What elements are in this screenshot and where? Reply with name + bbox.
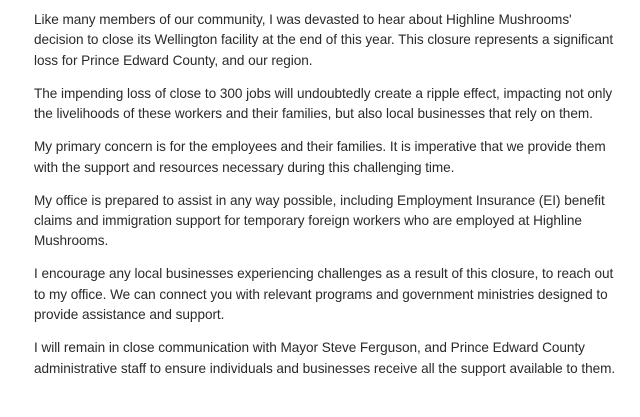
paragraph-primary-concern: My primary concern is for the employees and their families. It is imperative that we provide them with the support and resources necessary during this challenging time. — [34, 139, 606, 175]
paragraph-local-businesses: I encourage any local businesses experiencing challenges as a result of this closure, to reach out to my office. We can connect you with relevant programs and government ministries designed to provide assistance and support. — [34, 266, 614, 323]
paragraph-close-communication: I will remain in close communication with Mayor Steve Ferguson, and Prince Edward County administrative staff to ensure individuals and businesses receive all the support available to them. — [34, 340, 616, 376]
paragraph-job-loss: The impending loss of close to 300 jobs will undoubtedly create a ripple effect, impacting not only the livelihoods of these workers and their families, but also local businesses that rely on them. — [34, 85, 613, 122]
paragraph-community-devastation: Like many members of our community, I was devasted to hear about Highline Mushrooms' decision to close its Wellington facility at the end of this year. This closure represents a significant loss for Prince Edward County, and our region. — [34, 12, 614, 68]
paragraph-office-assistance: My office is prepared to assist in any way possible, including Employment Insurance (EI) benefit claims and immigration support for temporary foreign workers who are employed at Highline Mushrooms. — [34, 192, 605, 249]
